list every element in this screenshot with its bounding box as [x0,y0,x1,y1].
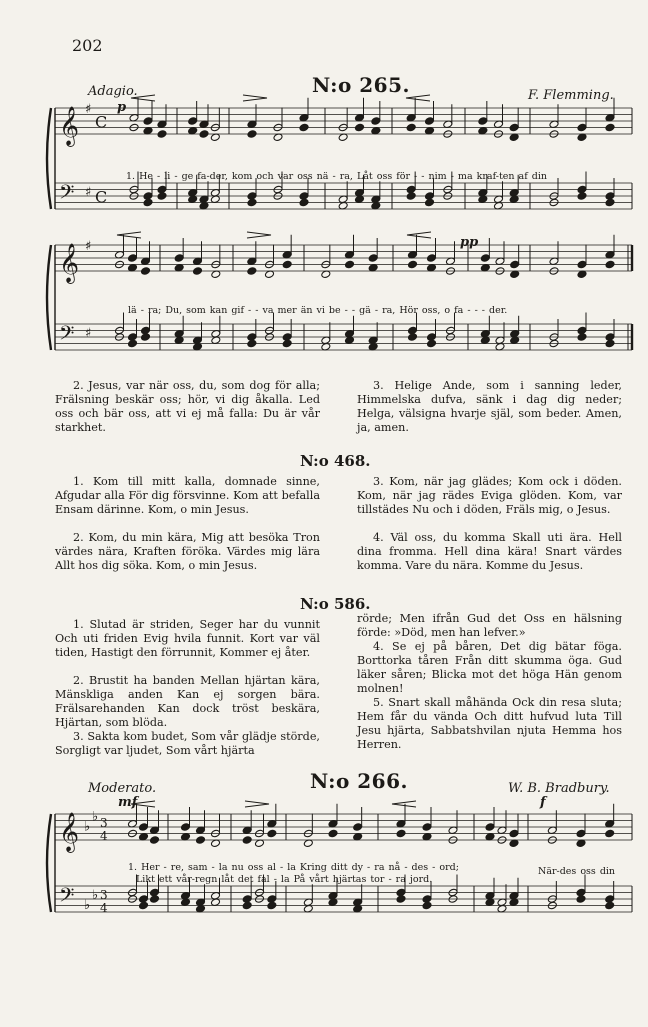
svg-text:♯: ♯ [85,185,92,200]
dynamic-p: p [117,100,127,115]
hymn-586-verse-1-cont: rörde; Men ifrån Gud det Oss en hälsning förde: »Död, men han lefver.» [357,612,622,639]
hymn-265-lyrics-line-1: 1. He - li - ge fa-der, kom och var oss nä - ra, Låt oss för - - nim - ma kraf-ten af din [126,171,547,182]
hymn-265-verse-2: 2. Jesus, var när oss, du, som dog för alla; Frälsning beskär oss; hör, vi dig åkalla. Led oss och bär oss, att vi ej må falla: Du är vår starkhet. [55,379,320,434]
hymn-586-verse-2: 2. Brustit ha banden Mellan hjärtan kära, Mänskliga anden Kan ej sorgen bära. Frälsarehanden Kan dock tröst beskära, Hjärtan, som blöda. [55,674,320,729]
hymn-266-composer: W. B. Bradbury. [508,781,610,796]
svg-text:♯: ♯ [85,326,92,341]
svg-text:𝄢: 𝄢 [59,321,75,350]
hymn-586-verse-1: 1. Slutad är striden, Seger har du vunnit Och uti friden Evig hvila funnit. Kort var väl tiden, Hastigt den förrunnit, Kommer ej åter. [55,618,320,659]
hymn-265-composer: F. Flemming. [528,88,614,103]
hymn-586-verse-4: 4. Se ej på båren, Det dig bätar föga. Borttorka tåren Från ditt skumma öga. Gud läker såren; Blicka mot det höga Hän genom molnen! [357,640,622,695]
hymn-265-tempo: Adagio. [88,84,138,99]
hymn-265-verse-3: 3. Helige Ande, som i sanning leder, Himmelska dufva, sänk i dag dig neder; Helga, välsigna hvarje själ, som beder. Amen, ja, amen. [357,379,622,434]
svg-text:♯: ♯ [85,102,92,118]
dynamic-pp: pp [460,235,479,250]
svg-text:𝄢: 𝄢 [59,883,75,912]
hymn-586-verse-3: 3. Sakta kom budet, Som vår glädje störde, Sorgligt var ljudet, Som vårt hjärta [55,730,320,757]
hymn-266-number: N:o 266. [310,769,408,793]
page-number: 202 [72,36,103,55]
hymn-265-number: N:o 265. [312,73,410,97]
hymn-266-lyrics-line-1: 1. Her - re, sam - la nu oss al - la Kring ditt dy - ra nå - des - ord; [128,862,459,873]
svg-text:C: C [95,187,108,207]
svg-text:♭: ♭ [84,819,91,835]
svg-text:C: C [95,112,108,132]
svg-text:4: 4 [100,901,108,915]
svg-text:3: 3 [100,888,108,902]
svg-text:♭: ♭ [92,888,99,903]
hymn-468-verse-2: 2. Kom, du min kära, Mig att besöka Tron värdes nära, Kraften föröka. Värdes mig lära Allt hos dig söka. Kom, o min Jesus. [55,531,320,572]
dynamic-f: f [540,795,546,810]
hymn-468-verse-4: 4. Väl oss, du komma Skall uti ära. Hell dina fromma. Hell dina kära! Snart värdes komma. Vare du nära. Komme du Jesus. [357,531,622,572]
svg-text:3: 3 [100,816,108,830]
svg-text:♯: ♯ [85,239,92,255]
hymn-586-number: N:o 586. [300,595,371,613]
hymn-266-lyrics-line-2: Likt ett vår-regn låt det fal - la På vårt hjärtas tor - ra jord. [136,874,433,885]
svg-text:𝄢: 𝄢 [59,180,75,209]
svg-text:♭: ♭ [92,809,99,825]
hymn-468-number: N:o 468. [300,452,371,470]
svg-text:𝄞: 𝄞 [59,106,80,146]
hymn-468-verse-3: 3. Kom, när jag glädes; Kom ock i döden. Kom, när jag rädes Eviga glöden. Kom, var tillstädes Nu och i döden, Fräls mig, o Jesus. [357,475,622,516]
svg-text:𝄞: 𝄞 [59,243,80,283]
svg-text:♭: ♭ [84,897,91,913]
svg-text:4: 4 [100,829,108,843]
dynamic-mf: mf [118,795,138,810]
hymn-266-lyrics-right: När-des oss din [538,866,616,877]
svg-text:𝄞: 𝄞 [59,812,80,852]
hymn-468-verse-1: 1. Kom till mitt kalla, domnade sinne, Afgudar alla För dig försvinne. Kom att befalla Ensam därinne. Kom, o min Jesus. [55,475,320,516]
hymn-265-lyrics-line-2: lä - ra; Du, som kan gif - - va mer än vi be - - gä - ra, Hör oss, o fa - - - der. [128,305,508,316]
hymn-266-tempo: Moderato. [88,781,157,796]
hymn-586-verse-5: 5. Snart skall måhända Ock din resa sluta; Hem får du vända Och ditt hufvud luta Till Jesu hjärta, Sabbatshvilan njuta Hemma hos Herren. [357,696,622,751]
